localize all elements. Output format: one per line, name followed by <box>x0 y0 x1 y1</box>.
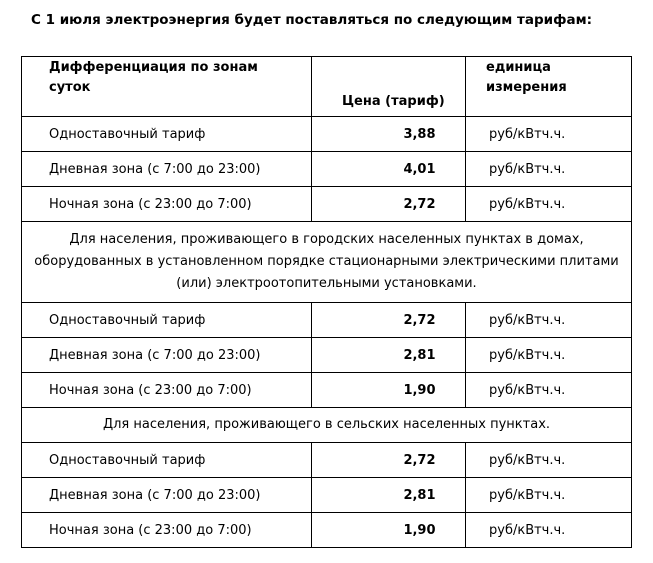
section-note-urban: Для населения, проживающего в городских населенных пунктах в домах, оборудованных в установленном порядке стационарными электрическими плитами (или) электроотопительными установками. <box>22 222 632 303</box>
unit-cell: руб/кВтч.ч. <box>466 478 632 513</box>
page-title: С 1 июля электроэнергия будет поставляться по следующим тарифам: <box>31 12 593 28</box>
header-unit-line2: измерения <box>486 80 567 95</box>
header-unit-line1: единица <box>486 60 551 75</box>
price-cell: 2,72 <box>312 187 466 222</box>
unit-cell: руб/кВтч.ч. <box>466 303 632 338</box>
price-cell: 4,01 <box>312 152 466 187</box>
price-cell: 2,72 <box>312 303 466 338</box>
section-note-row <box>22 222 632 303</box>
price-cell: 1,90 <box>312 373 466 408</box>
header-zone-line1: Дифференциация по зонам <box>49 60 258 75</box>
table-row <box>22 373 632 408</box>
header-price-label: Цена (тариф) <box>342 94 445 109</box>
price-cell: 2,81 <box>312 338 466 373</box>
table-row <box>22 187 632 222</box>
price-cell: 2,81 <box>312 478 466 513</box>
price-cell: 3,88 <box>312 117 466 152</box>
table-row <box>22 443 632 478</box>
table-row <box>22 303 632 338</box>
tariff-table <box>21 56 632 548</box>
zone-cell: Одноставочный тариф <box>22 303 312 338</box>
header-price-cell <box>312 57 466 117</box>
table-row <box>22 338 632 373</box>
section-note-row <box>22 408 632 443</box>
price-cell: 1,90 <box>312 513 466 548</box>
header-zone-cell <box>22 57 312 117</box>
zone-cell: Ночная зона (с 23:00 до 7:00) <box>22 187 312 222</box>
zone-cell: Дневная зона (с 7:00 до 23:00) <box>22 338 312 373</box>
zone-cell: Одноставочный тариф <box>22 443 312 478</box>
zone-cell: Одноставочный тариф <box>22 117 312 152</box>
zone-cell: Дневная зона (с 7:00 до 23:00) <box>22 478 312 513</box>
zone-cell: Ночная зона (с 23:00 до 7:00) <box>22 373 312 408</box>
table-row <box>22 513 632 548</box>
unit-cell: руб/кВтч.ч. <box>466 373 632 408</box>
unit-cell: руб/кВтч.ч. <box>466 513 632 548</box>
table-row <box>22 152 632 187</box>
zone-cell: Дневная зона (с 7:00 до 23:00) <box>22 152 312 187</box>
header-unit-cell <box>466 57 632 117</box>
unit-cell: руб/кВтч.ч. <box>466 443 632 478</box>
price-cell: 2,72 <box>312 443 466 478</box>
zone-cell: Ночная зона (с 23:00 до 7:00) <box>22 513 312 548</box>
unit-cell: руб/кВтч.ч. <box>466 338 632 373</box>
unit-cell: руб/кВтч.ч. <box>466 117 632 152</box>
table-header-row <box>22 57 632 117</box>
header-zone-line2: суток <box>49 80 91 95</box>
unit-cell: руб/кВтч.ч. <box>466 152 632 187</box>
unit-cell: руб/кВтч.ч. <box>466 187 632 222</box>
table-row <box>22 478 632 513</box>
section-note-rural: Для населения, проживающего в сельских населенных пунктах. <box>22 408 632 443</box>
table-row <box>22 117 632 152</box>
